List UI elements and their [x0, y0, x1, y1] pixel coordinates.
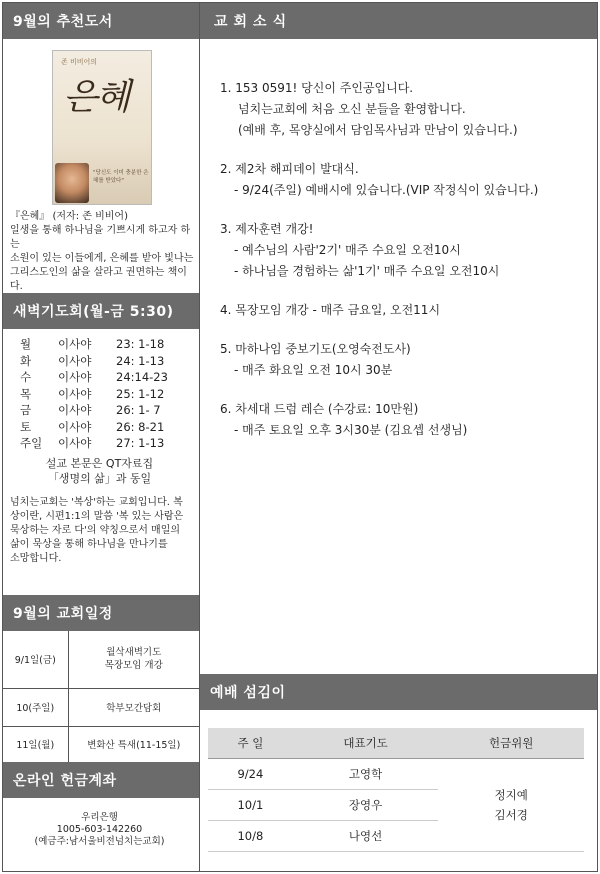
serve-header-row	[208, 728, 584, 758]
bank-account-holder: (예금주:남서울비전넘치는교회)	[34, 836, 165, 847]
motto-line: 묵상하는 자로 다'의 약칭으로서 매일의	[10, 525, 181, 536]
schedule-event: 변화산 특새(11-15일)	[68, 726, 199, 762]
bank-account-info	[0, 812, 199, 848]
serve-prayer: 고영학	[293, 758, 439, 789]
motto-line: 소망합니다.	[10, 553, 62, 564]
serve-col-prayer: 대표기도	[293, 728, 439, 758]
book-description	[10, 210, 195, 294]
serve-prayer: 나영선	[293, 820, 439, 851]
dawn-row	[20, 369, 195, 386]
serve-row	[208, 758, 584, 789]
dawn-note-line: 「생명의 삶」과 동일	[47, 472, 152, 485]
dawn-day: 주일	[20, 436, 43, 450]
dawn-day: 목	[20, 386, 32, 401]
dawn-row	[20, 435, 195, 452]
serve-date: 9/24	[208, 758, 293, 789]
book-cover-top: 존 비비어의	[61, 58, 98, 66]
dawn-sermon-note	[0, 456, 199, 486]
bank-account-number: 1005-603-142260	[56, 824, 143, 835]
serve-prayer: 장영우	[293, 789, 439, 820]
dawn-book: 이사야	[58, 436, 92, 450]
online-offering-header: 온라인 헌금계좌	[3, 762, 199, 798]
worship-servers-table	[208, 728, 584, 852]
news-title: 5. 마하나임 중보기도(오영숙전도사)	[220, 342, 411, 356]
news-item	[220, 339, 590, 381]
serve-date: 10/8	[208, 820, 293, 851]
dawn-verse: 26: 1- 7	[116, 403, 161, 417]
schedule-event: 학부모간담회	[68, 688, 199, 726]
news-line: - 매주 화요일 오전 10시 30분	[234, 363, 393, 377]
dawn-row	[20, 419, 195, 436]
dawn-book: 이사야	[58, 337, 92, 351]
serve-date: 10/1	[208, 789, 293, 820]
serve-offering-team	[438, 758, 584, 851]
book-cover-title: 은혜	[63, 77, 129, 118]
schedule-date: 11일(월)	[3, 726, 68, 762]
church-news-header: 교회소식	[200, 3, 597, 39]
bank-name: 우리은행	[81, 812, 118, 823]
dawn-row	[20, 336, 195, 353]
dawn-book: 이사야	[58, 353, 92, 368]
schedule-row	[3, 631, 199, 688]
book-header: 9월의 추천도서	[3, 3, 199, 39]
dawn-prayer-list	[20, 336, 195, 452]
dawn-note-line: 설교 본문은 QT자료집	[45, 457, 154, 470]
dawn-row	[20, 353, 195, 370]
dawn-book: 이사야	[58, 419, 92, 434]
schedule-event-text: 월삭새벽기도 목장모임 개강	[104, 647, 163, 672]
dawn-book: 이사야	[58, 386, 92, 401]
dawn-verse: 24: 1-13	[116, 353, 165, 368]
offering-member: 김서경	[494, 807, 528, 822]
motto-line: 넘치는교회는 '복상'하는 교회입니다. 복	[10, 497, 183, 508]
offering-member: 정지예	[494, 787, 528, 802]
dawn-verse: 26: 8-21	[116, 419, 165, 434]
news-item	[220, 78, 590, 141]
schedule-row	[3, 726, 199, 762]
dawn-row	[20, 402, 195, 419]
schedule-date: 9/1일(금)	[3, 631, 68, 688]
author-photo	[55, 163, 89, 203]
news-title: 1. 153 0591! 당신이 주인공입니다.	[220, 81, 414, 95]
news-item	[220, 399, 590, 441]
dawn-verse: 27: 1-13	[116, 436, 165, 450]
book-desc-line: 일생을 통해 하나님을 기쁘시게 하고자 하는	[10, 225, 191, 250]
news-item	[220, 219, 590, 282]
dawn-book: 이사야	[58, 403, 92, 417]
news-line: - 하나님을 경험하는 삶'1기' 매주 수요일 오전10시	[234, 264, 500, 278]
schedule-header: 9월의 교회일정	[3, 595, 199, 631]
dawn-verse: 24:14-23	[116, 370, 168, 384]
news-title: 6. 차세대 드럼 레슨 (수강료: 10만원)	[220, 402, 419, 416]
serve-col-date: 주 일	[208, 728, 293, 758]
news-line: 넘치는교회에 처음 오신 분들을 환영합니다.	[238, 102, 466, 116]
serve-col-offering: 헌금위원	[438, 728, 584, 758]
dawn-day: 금	[20, 403, 32, 417]
dawn-day: 토	[20, 419, 32, 434]
dawn-verse: 23: 1-18	[116, 337, 165, 351]
church-news-list	[220, 78, 590, 459]
news-line: - 매주 토요일 오후 3시30분 (김요셉 선생님)	[234, 423, 468, 437]
dawn-row	[20, 386, 195, 403]
dawn-book: 이사야	[58, 370, 92, 384]
dawn-day: 수	[20, 370, 32, 384]
news-title: 2. 제2차 해피데이 발대식.	[220, 162, 359, 176]
schedule-row	[3, 688, 199, 726]
news-line: - 예수님의 사람'2기' 매주 수요일 오전10시	[234, 243, 461, 257]
book-cover-subtitle: "당신도 이미 충분한 은혜를 받았다"	[93, 170, 149, 184]
schedule-event	[68, 631, 199, 688]
dawn-prayer-header: 새벽기도회(월-금 5:30)	[3, 293, 199, 329]
news-title: 3. 제자훈련 개강!	[220, 222, 314, 236]
motto-line: 상이란, 시편1:1의 말씀 '복 있는 사람은	[10, 511, 184, 522]
news-title: 4. 목장모임 개강 - 매주 금요일, 오전11시	[220, 303, 441, 317]
dawn-verse: 25: 1-12	[116, 386, 165, 401]
column-divider	[199, 2, 200, 872]
news-line: (예배 후, 목양실에서 담임목사님과 만남이 있습니다.)	[238, 123, 518, 137]
motto-line: 삶이 묵상을 통해 하나님을 만나기를	[10, 539, 168, 550]
worship-servers-header: 예배 섬김이	[200, 674, 597, 710]
schedule-table	[3, 631, 199, 763]
church-motto	[10, 496, 195, 566]
news-line: - 9/24(주일) 예배시에 있습니다.(VIP 작정식이 있습니다.)	[234, 183, 539, 197]
dawn-day: 화	[20, 353, 32, 368]
dawn-day: 월	[20, 337, 32, 351]
book-desc-line: 그리스도인의 삶을 살라고 권면하는 책이다.	[10, 267, 187, 292]
book-desc-line: 소원이 있는 이들에게, 은혜를 받아 빛나는	[10, 253, 194, 264]
book-cover-image	[52, 50, 152, 205]
news-item	[220, 159, 590, 201]
book-title-line: 『은혜』 (저자: 존 비비어)	[10, 211, 128, 222]
news-item	[220, 300, 590, 321]
schedule-date: 10(주일)	[3, 688, 68, 726]
